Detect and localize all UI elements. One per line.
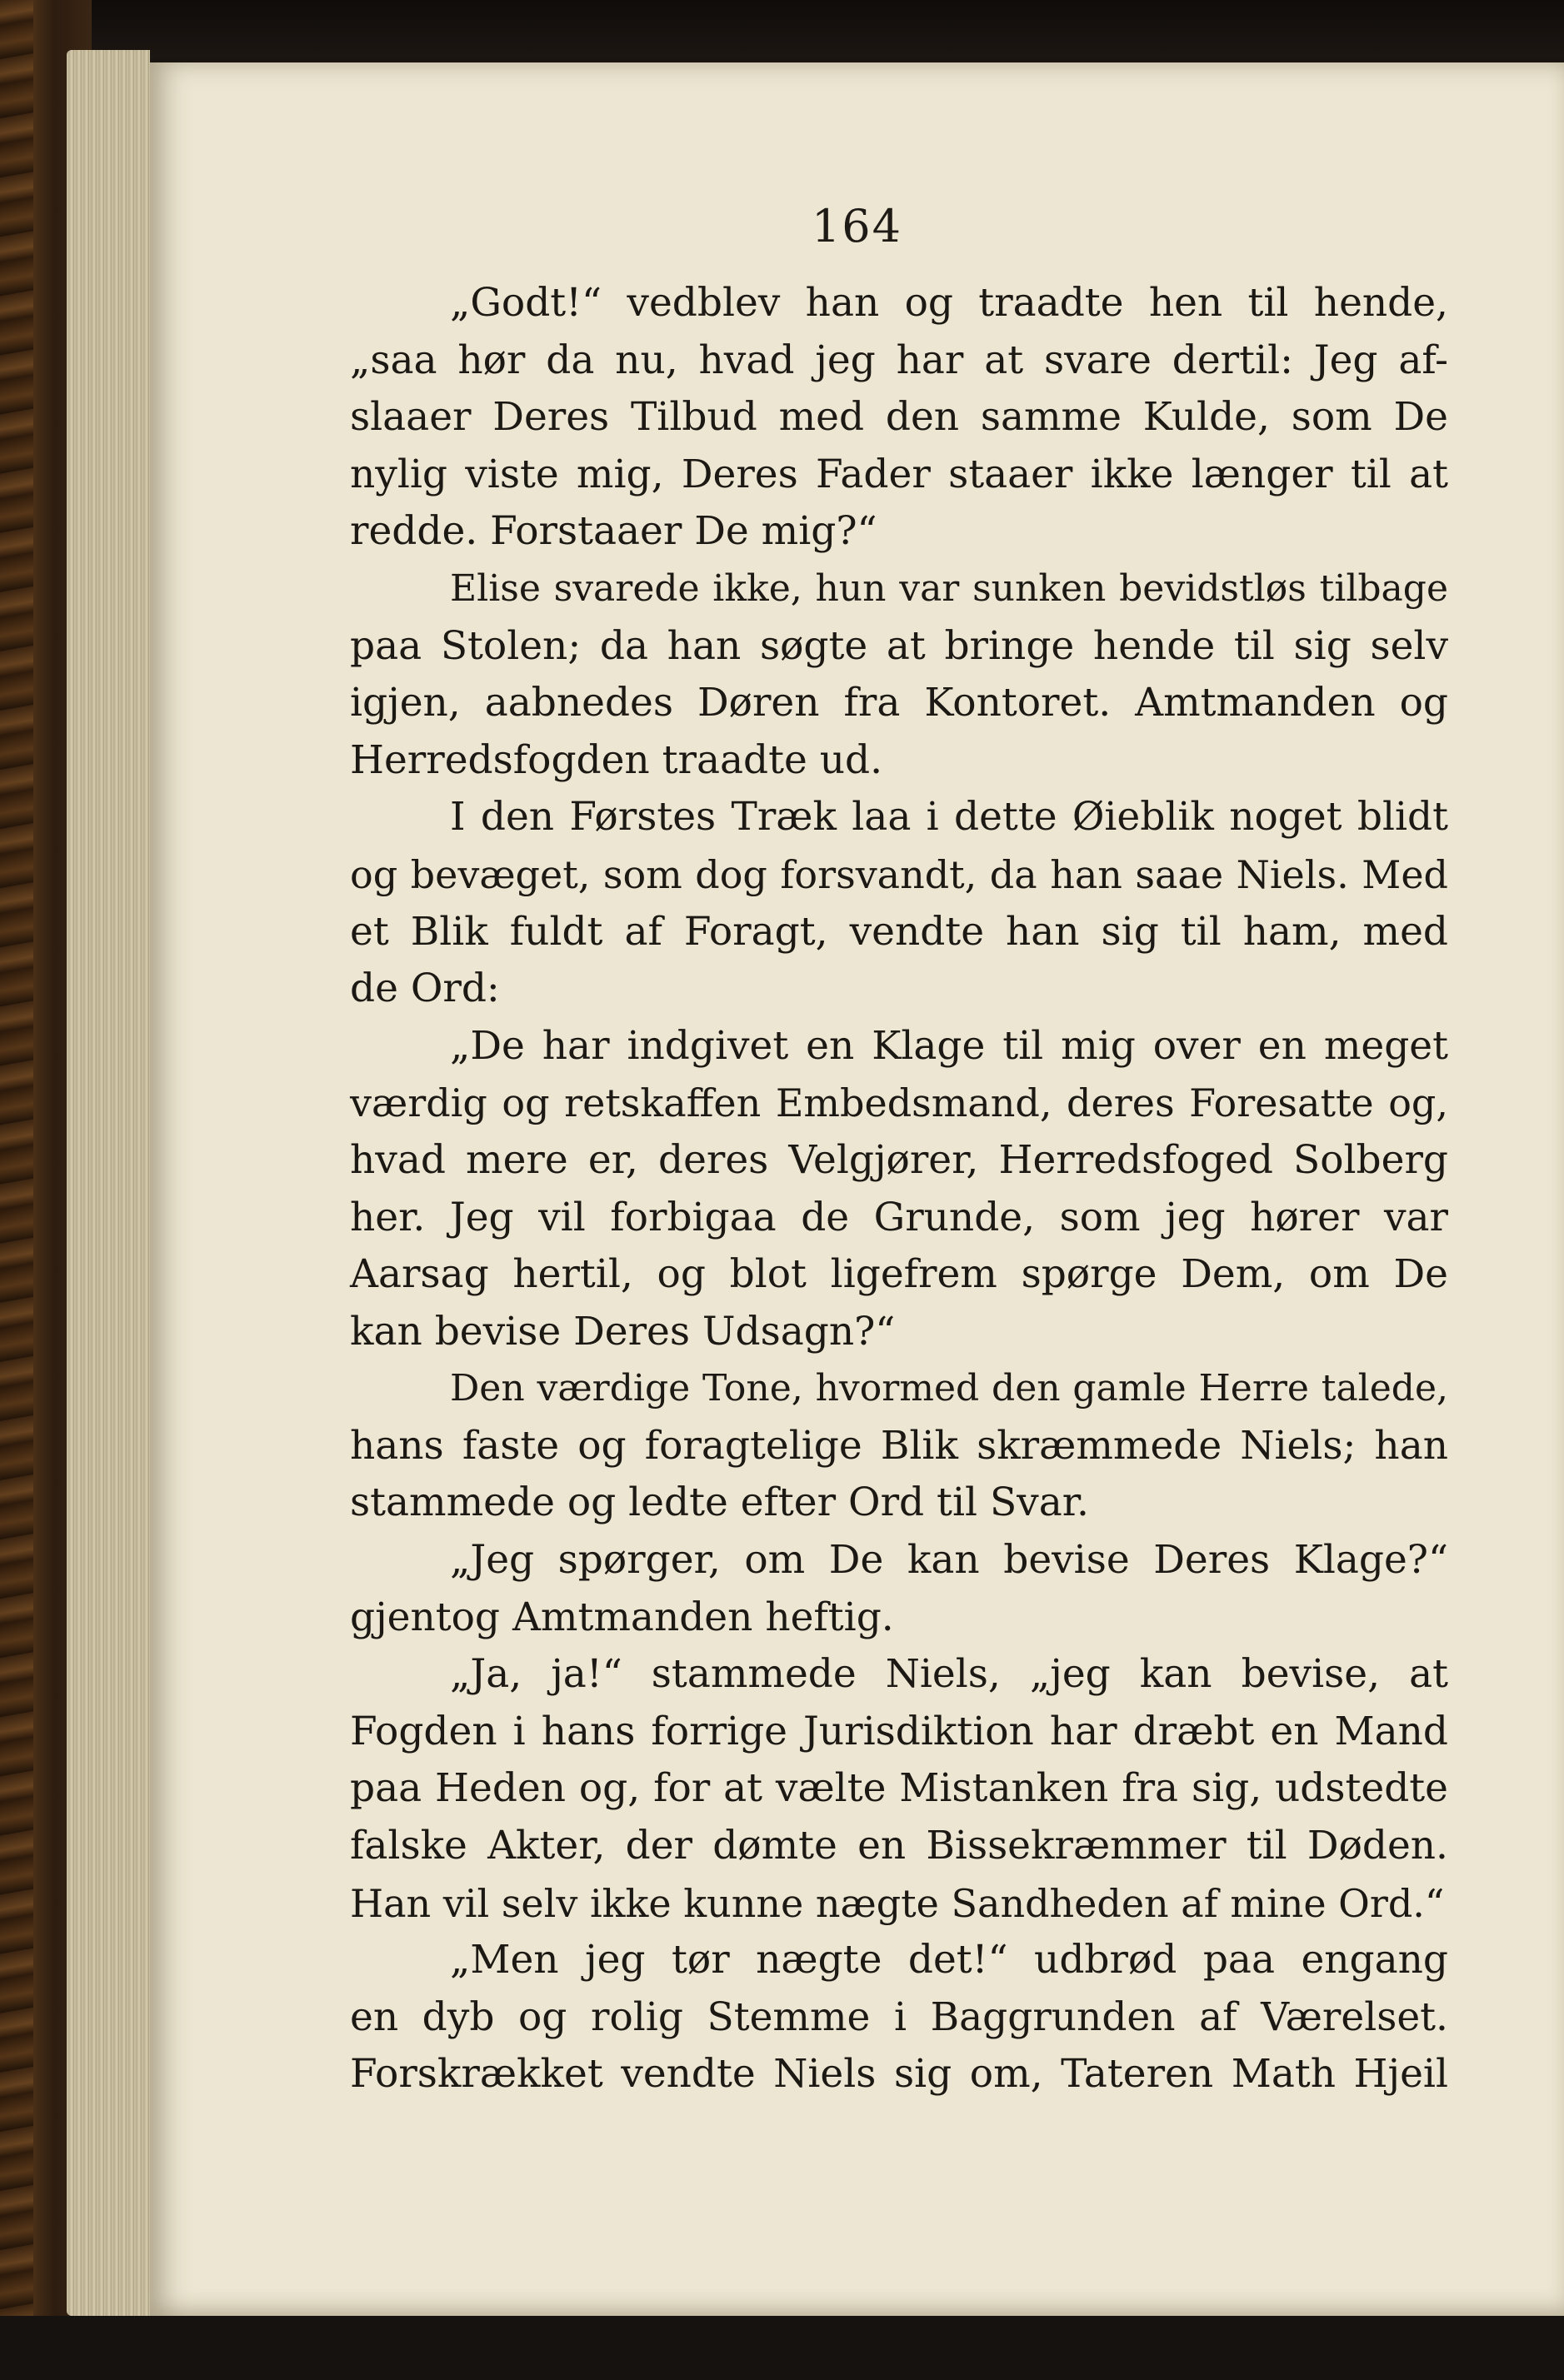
text-line: Herredsfogden traadte ud. [350, 736, 883, 783]
text-line: hvad mere er, deres Velgjører, Herredsfoged Solberg [350, 1136, 1448, 1183]
text-line: her. Jeg vil forbigaa de Grunde, som jeg hører var [350, 1194, 1448, 1240]
text-line: stammede og ledte efter Ord til Svar. [350, 1479, 1089, 1526]
text-line: „De har indgivet en Klage til mig over en meget [450, 1022, 1448, 1069]
text-line: „Ja, ja!“ stammede Niels, „jeg kan bevise, at [450, 1651, 1448, 1698]
text-line: Den værdige Tone, hvormed den gamle Herre talede, [450, 1367, 1448, 1410]
text-line: „Men jeg tør nægte det!“ udbrød paa engang [450, 1937, 1448, 1983]
text-line: „saa hør da nu, hvad jeg har at svare dertil: Jeg af- [350, 337, 1448, 383]
text-line: nylig viste mig, Deres Fader staaer ikke længer til at [350, 451, 1448, 497]
page-number: 164 [811, 200, 903, 252]
text-line: et Blik fuldt af Foragt, vendte han sig til ham, med [350, 908, 1448, 955]
text-line: værdig og retskaffen Embedsmand, deres Foresatte og, [350, 1080, 1448, 1126]
text-line: Elise svarede ikke, hun var sunken bevidstløs tilbage [450, 566, 1448, 610]
book-page [150, 62, 1564, 2316]
text-line: de Ord: [350, 965, 500, 1012]
text-line: paa Heden og, for at vælte Mistanken fra sig, udstedte [350, 1765, 1448, 1812]
text-line: paa Stolen; da han søgte at bringe hende til sig selv [350, 622, 1448, 669]
text-line: igjen, aabnedes Døren fra Kontoret. Amtmanden og [350, 680, 1448, 726]
text-line: falske Akter, der dømte en Bissekræmmer til Døden. [350, 1823, 1448, 1869]
text-line: Aarsag hertil, og blot ligefrem spørge Dem, om De [350, 1251, 1448, 1298]
background-bottom [0, 2316, 1564, 2380]
text-line: I den Førstes Træk laa i dette Øieblik noget blidt [450, 794, 1448, 841]
background-top [0, 0, 1564, 58]
text-line: „Godt!“ vedblev han og traadte hen til hende, [450, 280, 1448, 326]
text-line: gjentog Amtmanden heftig. [350, 1594, 894, 1640]
text-line: redde. Forstaaer De mig?“ [350, 508, 877, 555]
text-line: slaaer Deres Tilbud med den samme Kulde, som De [350, 394, 1448, 441]
text-line: en dyb og rolig Stemme i Baggrunden af Værelset. [350, 1993, 1448, 2040]
text-line: „Jeg spørger, om De kan bevise Deres Klage?“ [450, 1537, 1448, 1584]
body-text [350, 275, 1448, 2103]
page-edges [67, 50, 150, 2316]
text-line: og bevæget, som dog forsvandt, da han saae Niels. Med [350, 851, 1448, 897]
text-line: Fogden i hans forrige Jurisdiktion har dræbt en Mand [350, 1708, 1448, 1754]
text-line: Han vil selv ikke kunne nægte Sandheden af mine Ord.“ [350, 1880, 1445, 1926]
text-line: hans faste og foragtelige Blik skræmmede Niels; han [350, 1422, 1448, 1469]
text-line: Forskrækket vendte Niels sig om, Tateren Math Hjeil [350, 2051, 1448, 2098]
marbled-edge [0, 0, 33, 2380]
text-line: kan bevise Deres Udsagn?“ [350, 1308, 896, 1355]
